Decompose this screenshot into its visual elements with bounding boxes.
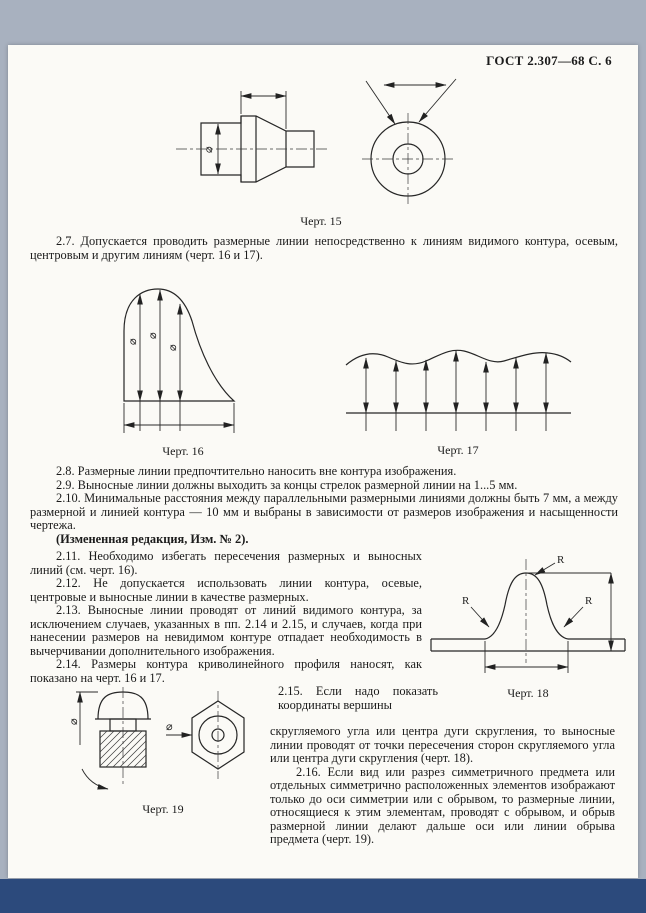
paragraph-2-10: 2.10. Минимальные расстояния между параллельными размерными линиями должны быть 7 мм, а между размерной и линией контура — 10 мм и выбраны в зависимости от размеров изображения и насыщенности чертежа. bbox=[30, 491, 618, 532]
figure-caption-17: Черт. 17 bbox=[437, 443, 479, 457]
paragraph-2-16: 2.16. Если вид или разрез симметричного предмета или отдельных симметрично расположенных элементов изображают только до оси симметрии или с обрывом, то размерные линии, относящиеся к этим элементам, проводят с обрывом, и обрыв размерной линии делают дальше оси или линии обрыва предмета (черт. 19). bbox=[270, 764, 615, 846]
paragraph-2-15-continued: скругляемого угла или центра дуги скругления, то выносные линии проводят от точки пересечения сторон скругляемого угла или центра дуги скругления (черт. 18). bbox=[270, 724, 615, 765]
figure-19-drawing bbox=[68, 685, 258, 799]
figure-caption-16: Черт. 16 bbox=[162, 444, 204, 458]
diameter-symbol: ⌀ bbox=[166, 344, 179, 351]
right-column bbox=[270, 725, 615, 847]
paragraph-2-9: 2.9. Выносные линии должны выходить за концы стрелок размерной линии на 1...5 мм. bbox=[56, 477, 518, 492]
figure-caption-15: Черт. 15 bbox=[300, 214, 342, 228]
radius-label: R bbox=[557, 554, 565, 566]
paragraph-2-8: 2.8. Размерные линии предпочтительно наносить вне контура изображения. bbox=[56, 464, 457, 478]
figure-18-drawing bbox=[423, 551, 633, 683]
figure-17 bbox=[338, 327, 578, 458]
radius-label: R bbox=[585, 595, 593, 607]
bullet-profile-outline bbox=[124, 289, 234, 401]
paragraph-2-7: 2.7. Допускается проводить размерные линии непосредственно к линиям видимого контура, осевым, центровым и другим линиям (черт. 16 и 17). bbox=[30, 234, 618, 262]
diameter-symbol: ⌀ bbox=[146, 332, 159, 339]
peak-profile-outline bbox=[431, 573, 625, 651]
diameter-symbol: ⌀ bbox=[126, 338, 139, 345]
figure-18 bbox=[423, 551, 633, 701]
paragraph-2-12: 2.12. Не допускается использовать линии контура, осевые, центровые и выносные линии в качестве размерных. bbox=[30, 576, 422, 604]
figure-16-drawing bbox=[106, 273, 261, 441]
figure-19 bbox=[68, 685, 258, 817]
radius-label: R bbox=[462, 595, 470, 607]
diameter-symbol: ⌀ bbox=[203, 146, 215, 153]
paragraph-2-15-start: 2.15. Если надо показать координаты вершины bbox=[278, 684, 438, 712]
figure-15 bbox=[156, 71, 486, 229]
peak-dimension-lines bbox=[471, 563, 611, 673]
shaft-dimension-lines bbox=[218, 91, 286, 174]
paragraph-2-13: 2.13. Выносные линии проводят от линий видимого контура, за исключением случаев, указанных в пп. 2.14 и 2.15, и случаев, когда при нанесении размеров на невидимом контуре отпадает необходимость в вычерчивании дополнительного изображения. bbox=[30, 603, 422, 658]
wave-profile-outline bbox=[346, 350, 571, 365]
paragraph-2-11: 2.11. Необходимо избегать пересечения размерных и выносных линий (см. черт. 16). bbox=[30, 549, 422, 577]
figure-17-drawing bbox=[338, 327, 578, 440]
diameter-dimensions bbox=[124, 290, 234, 433]
section-rules bbox=[30, 465, 618, 546]
page bbox=[8, 45, 638, 878]
diameter-symbol: ⌀ bbox=[166, 721, 173, 733]
ordinate-dimensions bbox=[366, 351, 546, 431]
figure-16 bbox=[103, 273, 263, 459]
amended-note: (Измененная редакция, Изм. № 2). bbox=[56, 531, 249, 546]
footer-bar bbox=[0, 879, 646, 913]
gost-header: ГОСТ 2.307—68 С. 6 bbox=[486, 53, 612, 68]
paragraph-2-14: 2.14. Размеры контура криволинейного профиля наносят, как показано на черт. 16 и 17. bbox=[30, 657, 422, 685]
figure-15-drawing bbox=[156, 71, 486, 211]
hub-dimension-lines bbox=[366, 79, 456, 124]
diameter-symbol: ⌀ bbox=[68, 718, 80, 725]
figure-caption-18: Черт. 18 bbox=[507, 686, 549, 700]
bolt-dimension-lines bbox=[76, 692, 108, 789]
figure-caption-19: Черт. 19 bbox=[142, 802, 184, 816]
